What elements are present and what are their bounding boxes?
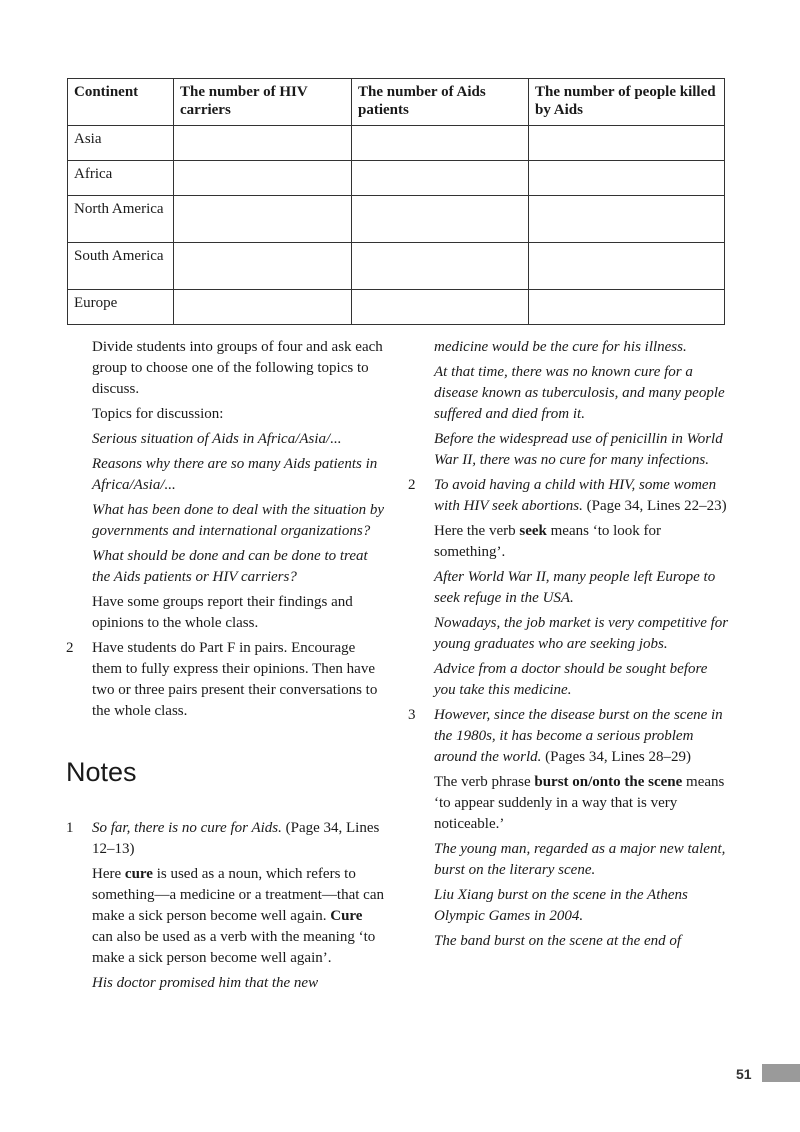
text-run: Here the verb — [434, 523, 520, 539]
example-sentence: Advice from a doctor should be sought before you take this medicine. — [434, 661, 708, 698]
note-number: 2 — [408, 477, 416, 493]
empty-cell — [529, 196, 725, 243]
empty-cell — [352, 161, 529, 196]
note-explanation — [66, 864, 386, 969]
empty-cell — [174, 126, 352, 161]
keyword: cure — [124, 866, 153, 882]
text-run: means ‘to appear suddenly in a way that is very noticeable.’ — [434, 774, 725, 832]
row-label-north-america: North America — [68, 196, 174, 243]
empty-cell — [529, 126, 725, 161]
example-sentence: Nowadays, the job market is very competitive for young graduates who are seeking jobs. — [434, 615, 729, 652]
keyword: seek — [519, 523, 547, 539]
empty-cell — [352, 243, 529, 290]
topic-item: What should be done and can be done to treat the Aids patients or HIV carriers? — [92, 548, 368, 585]
note-number: 1 — [66, 820, 74, 836]
table-row — [68, 196, 725, 243]
empty-cell — [174, 196, 352, 243]
example-sentence: The young man, regarded as a major new talent, burst on the literary scene. — [434, 841, 726, 878]
table-row — [68, 126, 725, 161]
text-run: means ‘to look for something’. — [434, 523, 662, 560]
page-reference: (Pages 34, Lines 28–29) — [541, 749, 691, 765]
example-sentence: Liu Xiang burst on the scene in the Athens Olympic Games in 2004. — [434, 887, 688, 924]
page-number: 51 — [736, 1066, 752, 1082]
quote-text: However, since the disease burst on the scene in the 1980s, it has become a serious problem around the world. — [434, 707, 723, 765]
text-run: Here — [92, 866, 125, 882]
row-label-europe: Europe — [68, 290, 174, 325]
keyword: burst on/onto the scene — [534, 774, 683, 790]
text-run: can also be used as a verb with the meaning ‘to make a sick person become well again’. — [92, 929, 376, 966]
page-reference: (Page 34, Lines 22–23) — [582, 498, 727, 514]
table-row — [68, 161, 725, 196]
empty-cell — [352, 290, 529, 325]
table-row — [68, 290, 725, 325]
example-sentence: The band burst on the scene at the end of — [434, 933, 682, 949]
empty-cell — [174, 161, 352, 196]
topic-item: Reasons why there are so many Aids patients in Africa/Asia/... — [92, 456, 378, 493]
header-aids-patients: The number of Aids patients — [352, 79, 529, 126]
right-column — [408, 337, 730, 956]
table-row — [68, 243, 725, 290]
numbered-instruction — [66, 638, 386, 722]
header-hiv-carriers: The number of HIV carriers — [174, 79, 352, 126]
text-run: The verb phrase — [434, 774, 535, 790]
keyword: Cure — [330, 908, 363, 924]
notes-heading: Notes — [66, 757, 137, 787]
note-number: 3 — [408, 707, 416, 723]
example-sentence: After World War II, many people left Europe to seek refuge in the USA. — [434, 569, 716, 606]
topic-item: What has been done to deal with the situation by governments and international organizations? — [92, 502, 385, 539]
note-quote — [408, 705, 730, 768]
empty-cell — [529, 161, 725, 196]
empty-cell — [352, 196, 529, 243]
note-explanation — [408, 772, 730, 835]
example-sentence: His doctor promised him that the new — [92, 975, 319, 991]
left-column — [66, 337, 386, 998]
empty-cell — [352, 126, 529, 161]
quote-text: To avoid having a child with HIV, some women with HIV seek abortions. — [434, 477, 717, 514]
quote-text: So far, there is no cure for Aids. — [92, 820, 282, 836]
text-run: is used as a noun, which refers to something—a medicine or a treatment—that can make a sick person become well again. — [92, 866, 384, 924]
note-quote — [66, 818, 386, 860]
row-label-asia: Asia — [68, 126, 174, 161]
topics-label: Topics for discussion: — [92, 406, 224, 422]
header-continent: Continent — [68, 79, 174, 126]
topic-item: Serious situation of Aids in Africa/Asia/... — [92, 431, 342, 447]
empty-cell — [174, 290, 352, 325]
note-explanation — [408, 521, 730, 563]
row-label-south-america: South America — [68, 243, 174, 290]
page-number-tab — [762, 1064, 800, 1082]
table-header-row — [68, 79, 725, 126]
empty-cell — [529, 290, 725, 325]
empty-cell — [174, 243, 352, 290]
instruction-text: Have students do Part F in pairs. Encourage them to fully express their opinions. Then have two or three pairs present their conversations to the whole class. — [92, 640, 378, 719]
aids-data-table — [67, 78, 725, 325]
row-label-africa: Africa — [68, 161, 174, 196]
instruction-paragraph: Divide students into groups of four and ask each group to choose one of the following topics to discuss. — [92, 339, 383, 397]
example-sentence: At that time, there was no known cure for a disease known as tuberculosis, and many people suffered and died from it. — [434, 364, 725, 422]
empty-cell — [529, 243, 725, 290]
note-quote — [408, 475, 730, 517]
item-number: 2 — [66, 640, 74, 656]
example-sentence: Before the widespread use of penicillin in World War II, there was no cure for many infections. — [434, 431, 723, 468]
example-sentence: medicine would be the cure for his illness. — [434, 339, 687, 355]
instruction-paragraph: Have some groups report their findings and opinions to the whole class. — [92, 594, 353, 631]
page-reference: (Page 34, Lines 12–13) — [92, 820, 380, 857]
header-people-killed: The number of people killed by Aids — [529, 79, 725, 126]
